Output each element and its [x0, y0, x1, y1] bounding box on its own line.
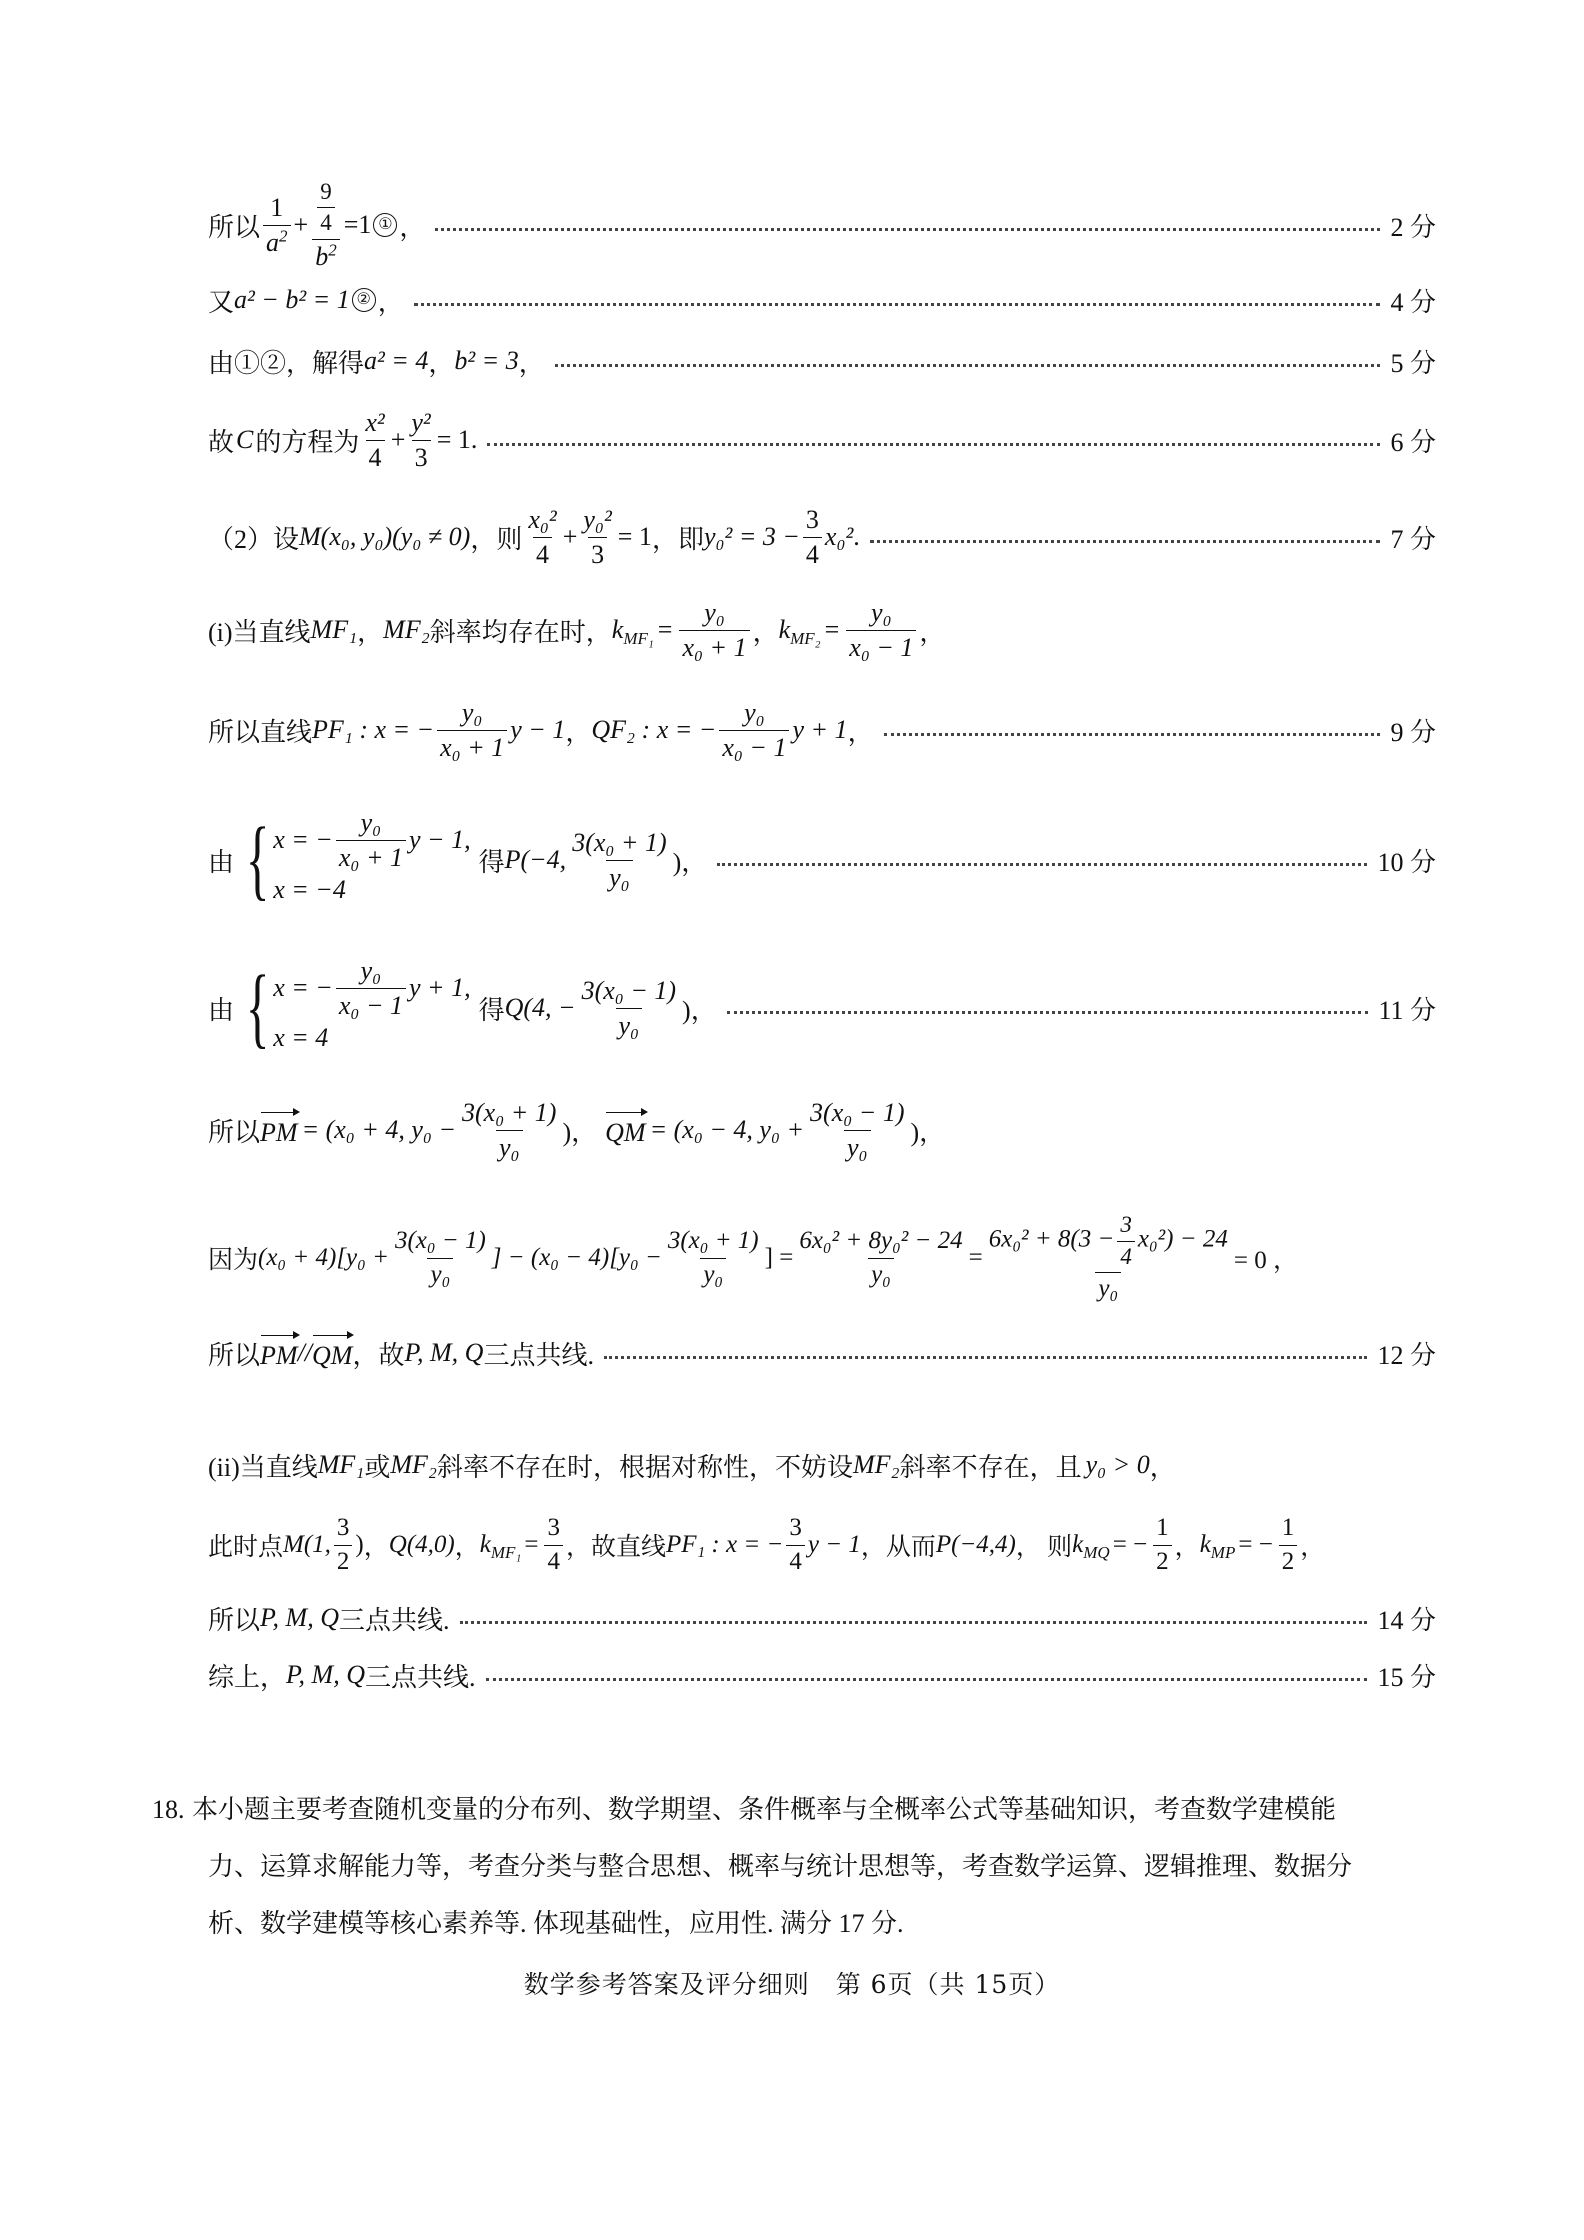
vector-qm: QM — [605, 1112, 645, 1148]
question-number: 18. — [152, 1795, 185, 1824]
leader-dots — [884, 733, 1381, 736]
leader-dots — [604, 1356, 1368, 1359]
score: 12 分 — [1377, 1340, 1436, 1370]
score: 10 分 — [1377, 847, 1436, 877]
left-brace-icon: { — [245, 810, 270, 909]
left-brace-icon: { — [245, 958, 270, 1057]
circle-2-icon: ② — [352, 288, 376, 312]
answer-line-7: 所以直线 PF₁ : x = − $\frac{\text{y₀}}{\text{x₀ + 1}}$ y − 1 ， QF₂ : x = − $\frac{\text{y₀}}{\text{x₀ − 1}}$ y + 1 ， 9 分 — [208, 697, 1436, 762]
circle-1-icon: ① — [373, 213, 397, 237]
score: 4 分 — [1390, 287, 1436, 317]
leader-dots — [460, 1621, 1368, 1624]
answer-line-3: 由①②，解得 a² = 4 ， b² = 3 ， 5 分 — [208, 326, 1436, 396]
leader-dots — [727, 1011, 1369, 1014]
compound-fraction: $\frac{\frac{9}{4}}{b^2}$ — [311, 179, 341, 272]
leader-dots — [555, 364, 1381, 367]
answer-line-8: 由 { x = − $\frac{\text{y₀}}{\text{x₀ + 1}}$ y − 1, x = −4 得 P(−4, $\frac{\text{3(x₀ + 1)}}{\text{y₀}}$ )， 10 分 — [208, 807, 1436, 909]
score: 2 分 — [1390, 212, 1436, 242]
fraction: $\frac{1}{a^2}$ — [263, 193, 291, 258]
answer-line-10: 所以 PM = (x₀ + 4, y₀ − $\frac{\text{3(x₀ + 1)}}{\text{y₀}}$ )， QM = (x₀ − 4, y₀ + $\frac{\text{3(x₀ − 1)}}{\text{y₀}}$ )， — [208, 1097, 946, 1162]
score: 11 分 — [1378, 995, 1436, 1025]
score: 5 分 — [1390, 348, 1436, 378]
leader-dots — [435, 228, 1380, 231]
page-footer: 数学参考答案及评分细则 第 6页（共 15页） — [523, 1970, 1061, 1999]
answer-line-13: (ii)当直线 MF₁ 或 MF₂ 斜率不存在时，根据对称性，不妨设 MF₂ 斜率不存在，且 y₀ > 0 ， — [208, 1450, 1176, 1482]
line-text: 所以 — [208, 212, 261, 242]
question-text-line-3: 析、数学建模等核心素养等. 体现基础性，应用性. 满分 17 分. — [208, 1909, 904, 1938]
answer-line-16: 综上， P, M, Q 三点共线. 15 分 — [208, 1640, 1436, 1710]
vector-pm: PM — [260, 1112, 298, 1148]
answer-line-9: 由 { x = − $\frac{\text{y₀}}{\text{x₀ − 1}}$ y + 1, x = 4 得 Q(4, − $\frac{\text{3(x₀ − 1)}}{\text{y₀}}$ )， 11 分 — [208, 955, 1436, 1057]
equation-system: { x = − $\frac{\text{y₀}}{\text{x₀ − 1}}$ y + 1, x = 4 — [245, 955, 471, 1057]
answer-line-1: 所以 $\frac{1}{a^2}$ + $\frac{\frac{9}{4}}{b^2}$ =1 ① ， 2 分 — [208, 178, 1436, 271]
answer-line-4: 故 C 的方程为 $\frac{\text{x²}}{4}$ + $\frac{\text{y²}}{3}$ = 1 . 6 分 — [208, 407, 1436, 472]
question-text-line-1: 本小题主要考查随机变量的分布列、数学期望、条件概率与全概率公式等基础知识，考查数学建模能 — [192, 1795, 1337, 1824]
question-18 — [152, 1781, 1436, 1952]
leader-dots — [487, 443, 1380, 446]
leader-dots — [414, 303, 1381, 306]
leader-dots — [717, 863, 1367, 866]
vector-qm: QM — [312, 1335, 352, 1371]
answer-line-5: （2）设 M(x₀, y₀)(y₀ ≠ 0) ，则 $\frac{\text{x₀²}}{4}$ + $\frac{\text{y₀²}}{3}$ = 1 ，即 y₀² = 3 − $\frac{3}{4}$ x₀² . 7 分 — [208, 504, 1436, 569]
score: 14 分 — [1377, 1605, 1436, 1635]
score: 15 分 — [1377, 1662, 1436, 1692]
answer-line-15: 所以 P, M, Q 三点共线. 14 分 — [208, 1583, 1436, 1653]
vector-pm: PM — [260, 1335, 298, 1371]
leader-dots — [870, 540, 1381, 543]
score: 7 分 — [1390, 524, 1436, 554]
question-text-line-2: 力、运算求解能力等，考查分类与整合思想、概率与统计思想等，考查数学运算、逻辑推理、数据分 — [208, 1852, 1353, 1881]
answer-line-14: 此时点 M(1, $\frac{3}{2}$ ) ， Q(4,0) ， $k_{MF_1}$ = $\frac{3}{4}$ ，故直线 PF₁ : x = − $\frac{3}{4}$ y − 1 ，从而 P(−4,4) ， 则 $k_{MQ}$ = − $\frac{1}{2}$ ， $k_{MP}$ = − $\frac{1}{2}$ ， — [208, 1513, 1326, 1575]
answer-line-2: 又 a² − b² = 1 ② ， 4 分 — [208, 265, 1436, 335]
leader-dots — [486, 1678, 1368, 1681]
answer-line-12: 所以 PM // QM ，故 P, M, Q 三点共线. 12 分 — [208, 1318, 1436, 1388]
score: 6 分 — [1390, 427, 1436, 457]
answer-line-11: 因为 (x₀ + 4)[y₀ + $\frac{\text{3(x₀ − 1)}}{\text{y₀}}$ ] − (x₀ − 4)[y₀ − $\frac{\text{3(x₀ + 1)}}{\text{y₀}}$ ] = $\frac{\text{6x₀² + 8y₀² − 24}}{\text{y₀}}$ = 6x₀² + 8(3 − $\frac{3}{4}$ x₀²) − 24 y₀ = 0 ， — [208, 1212, 1298, 1303]
score: 9 分 — [1390, 717, 1436, 747]
equation-system: { x = − $\frac{\text{y₀}}{\text{x₀ + 1}}$ y − 1, x = −4 — [245, 807, 471, 909]
answer-line-6: (i)当直线 MF₁ ， MF₂ 斜率均存在时， $k_{MF_1}$ = $\frac{\text{y₀}}{\text{x₀ + 1}}$ ， $k_{MF_2}$ = $\frac{\text{y₀}}{\text{x₀ − 1}}$ ， — [208, 597, 946, 662]
